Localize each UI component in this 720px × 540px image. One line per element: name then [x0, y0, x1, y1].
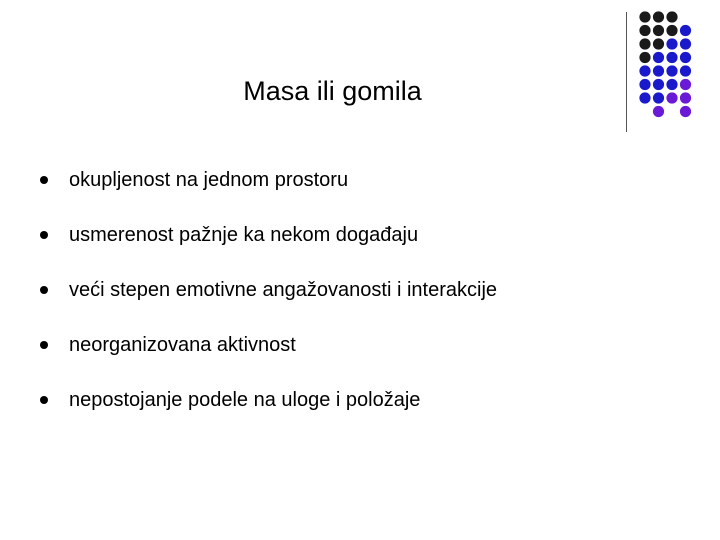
bullet-text: nepostojanje podele na uloge i položaje — [69, 389, 421, 411]
slide-title: Masa ili gomila — [243, 76, 422, 106]
bullet-dot — [40, 176, 48, 184]
bullet-text: veći stepen emotivne angažovanosti i interakcije — [69, 279, 498, 301]
bullet-text: usmerenost pažnje ka nekom događaju — [69, 224, 419, 246]
bullet-dot — [40, 396, 48, 404]
bullet-dot — [40, 286, 48, 294]
bullet-text: okupljenost na jednom prostoru — [69, 169, 349, 191]
bullet-dot — [40, 341, 48, 349]
bullet-text: neorganizovana aktivnost — [69, 334, 296, 356]
bullet-dot — [40, 231, 48, 239]
